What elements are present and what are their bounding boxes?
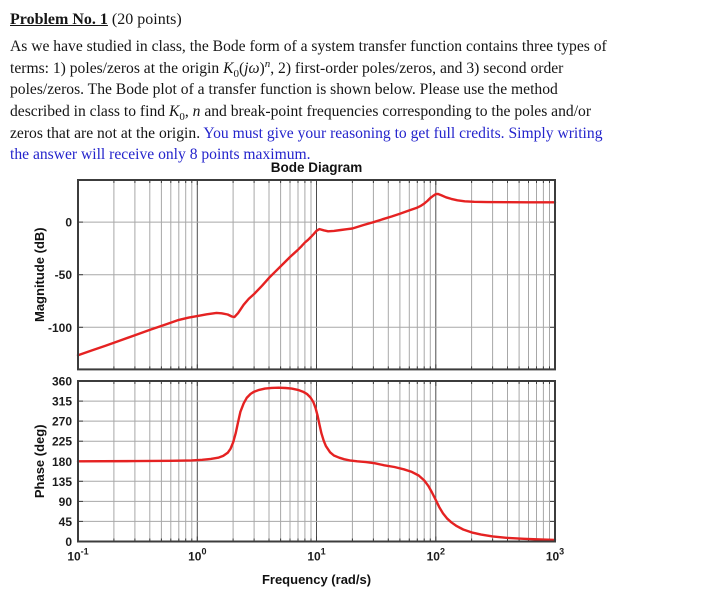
text-segment: poles/zeros. The Bode plot of a transfer function is shown below. Please use the method xyxy=(10,81,558,99)
bode-figure xyxy=(0,160,706,604)
frequency-axis-label: Frequency (rad/s) xyxy=(261,572,372,587)
frequency-tick-label: $10^3$ xyxy=(545,546,565,564)
phase-tick-label: 0 xyxy=(65,535,72,549)
statement-line xyxy=(10,58,702,80)
phase-tick-label: 225 xyxy=(51,434,72,449)
text-segment: 0 xyxy=(233,67,239,80)
phase-tick-label: 180 xyxy=(51,454,72,469)
magnitude-tick-label: 0 xyxy=(65,215,72,230)
bode-diagram-svg xyxy=(0,160,706,604)
text-segment: zeros that are not at the origin. xyxy=(10,124,204,142)
magnitude-tick-label: -100 xyxy=(47,320,72,335)
frequency-tick-label: $10^1$ xyxy=(307,546,326,564)
phase-tick-label: 315 xyxy=(51,394,72,409)
statement-line xyxy=(10,101,702,123)
magnitude-axis-label: Magnitude (dB) xyxy=(32,227,47,322)
text-segment: and break-point frequencies corresponding to the poles and/or xyxy=(200,103,592,121)
statement-line xyxy=(10,123,702,145)
text-segment: K xyxy=(168,103,180,121)
text-segment: 0 xyxy=(179,111,185,124)
phase-tick-label: 90 xyxy=(58,494,72,509)
text-segment: ( xyxy=(238,59,245,77)
problem-number: Problem No. 1 xyxy=(10,11,108,28)
text-segment: described in class to find xyxy=(10,103,169,121)
phase-tick-label: 360 xyxy=(51,374,72,389)
statement-line xyxy=(10,36,702,58)
problem-statement xyxy=(10,36,702,166)
text-segment: n xyxy=(264,57,271,70)
phase-tick-label: 45 xyxy=(58,514,72,529)
phase-axis-label: Phase (deg) xyxy=(32,424,47,499)
text-segment: You must give your reasoning to get full credits. Simply writing xyxy=(203,124,603,142)
problem-heading xyxy=(10,10,182,30)
magnitude-tick-label: -50 xyxy=(54,268,72,283)
frequency-tick-label: $10^2$ xyxy=(426,546,445,564)
phase-tick-label: 135 xyxy=(51,474,72,489)
text-segment: the answer will receive only 8 points maximum. xyxy=(10,146,311,164)
text-segment: n xyxy=(192,103,201,121)
text-segment: ) xyxy=(259,59,265,77)
text-segment: As we have studied in class, the Bode form of a system transfer function contains three types of xyxy=(10,38,607,55)
frequency-tick-label: $10^0$ xyxy=(188,546,207,564)
phase-tick-label: 270 xyxy=(51,414,72,429)
frequency-tick-label: $10^{-1}$ xyxy=(67,546,89,564)
text-segment: , 2) first-order poles/zeros, and 3) second order xyxy=(270,59,564,77)
chart-title: Bode Diagram xyxy=(270,160,363,175)
problem-points: (20 points) xyxy=(107,11,182,28)
statement-line xyxy=(10,79,702,101)
text-segment: K xyxy=(223,59,234,77)
text-segment: jω xyxy=(244,59,260,77)
text-segment: , xyxy=(184,103,193,121)
text-segment: terms: 1) poles/zeros at the origin xyxy=(10,59,224,77)
